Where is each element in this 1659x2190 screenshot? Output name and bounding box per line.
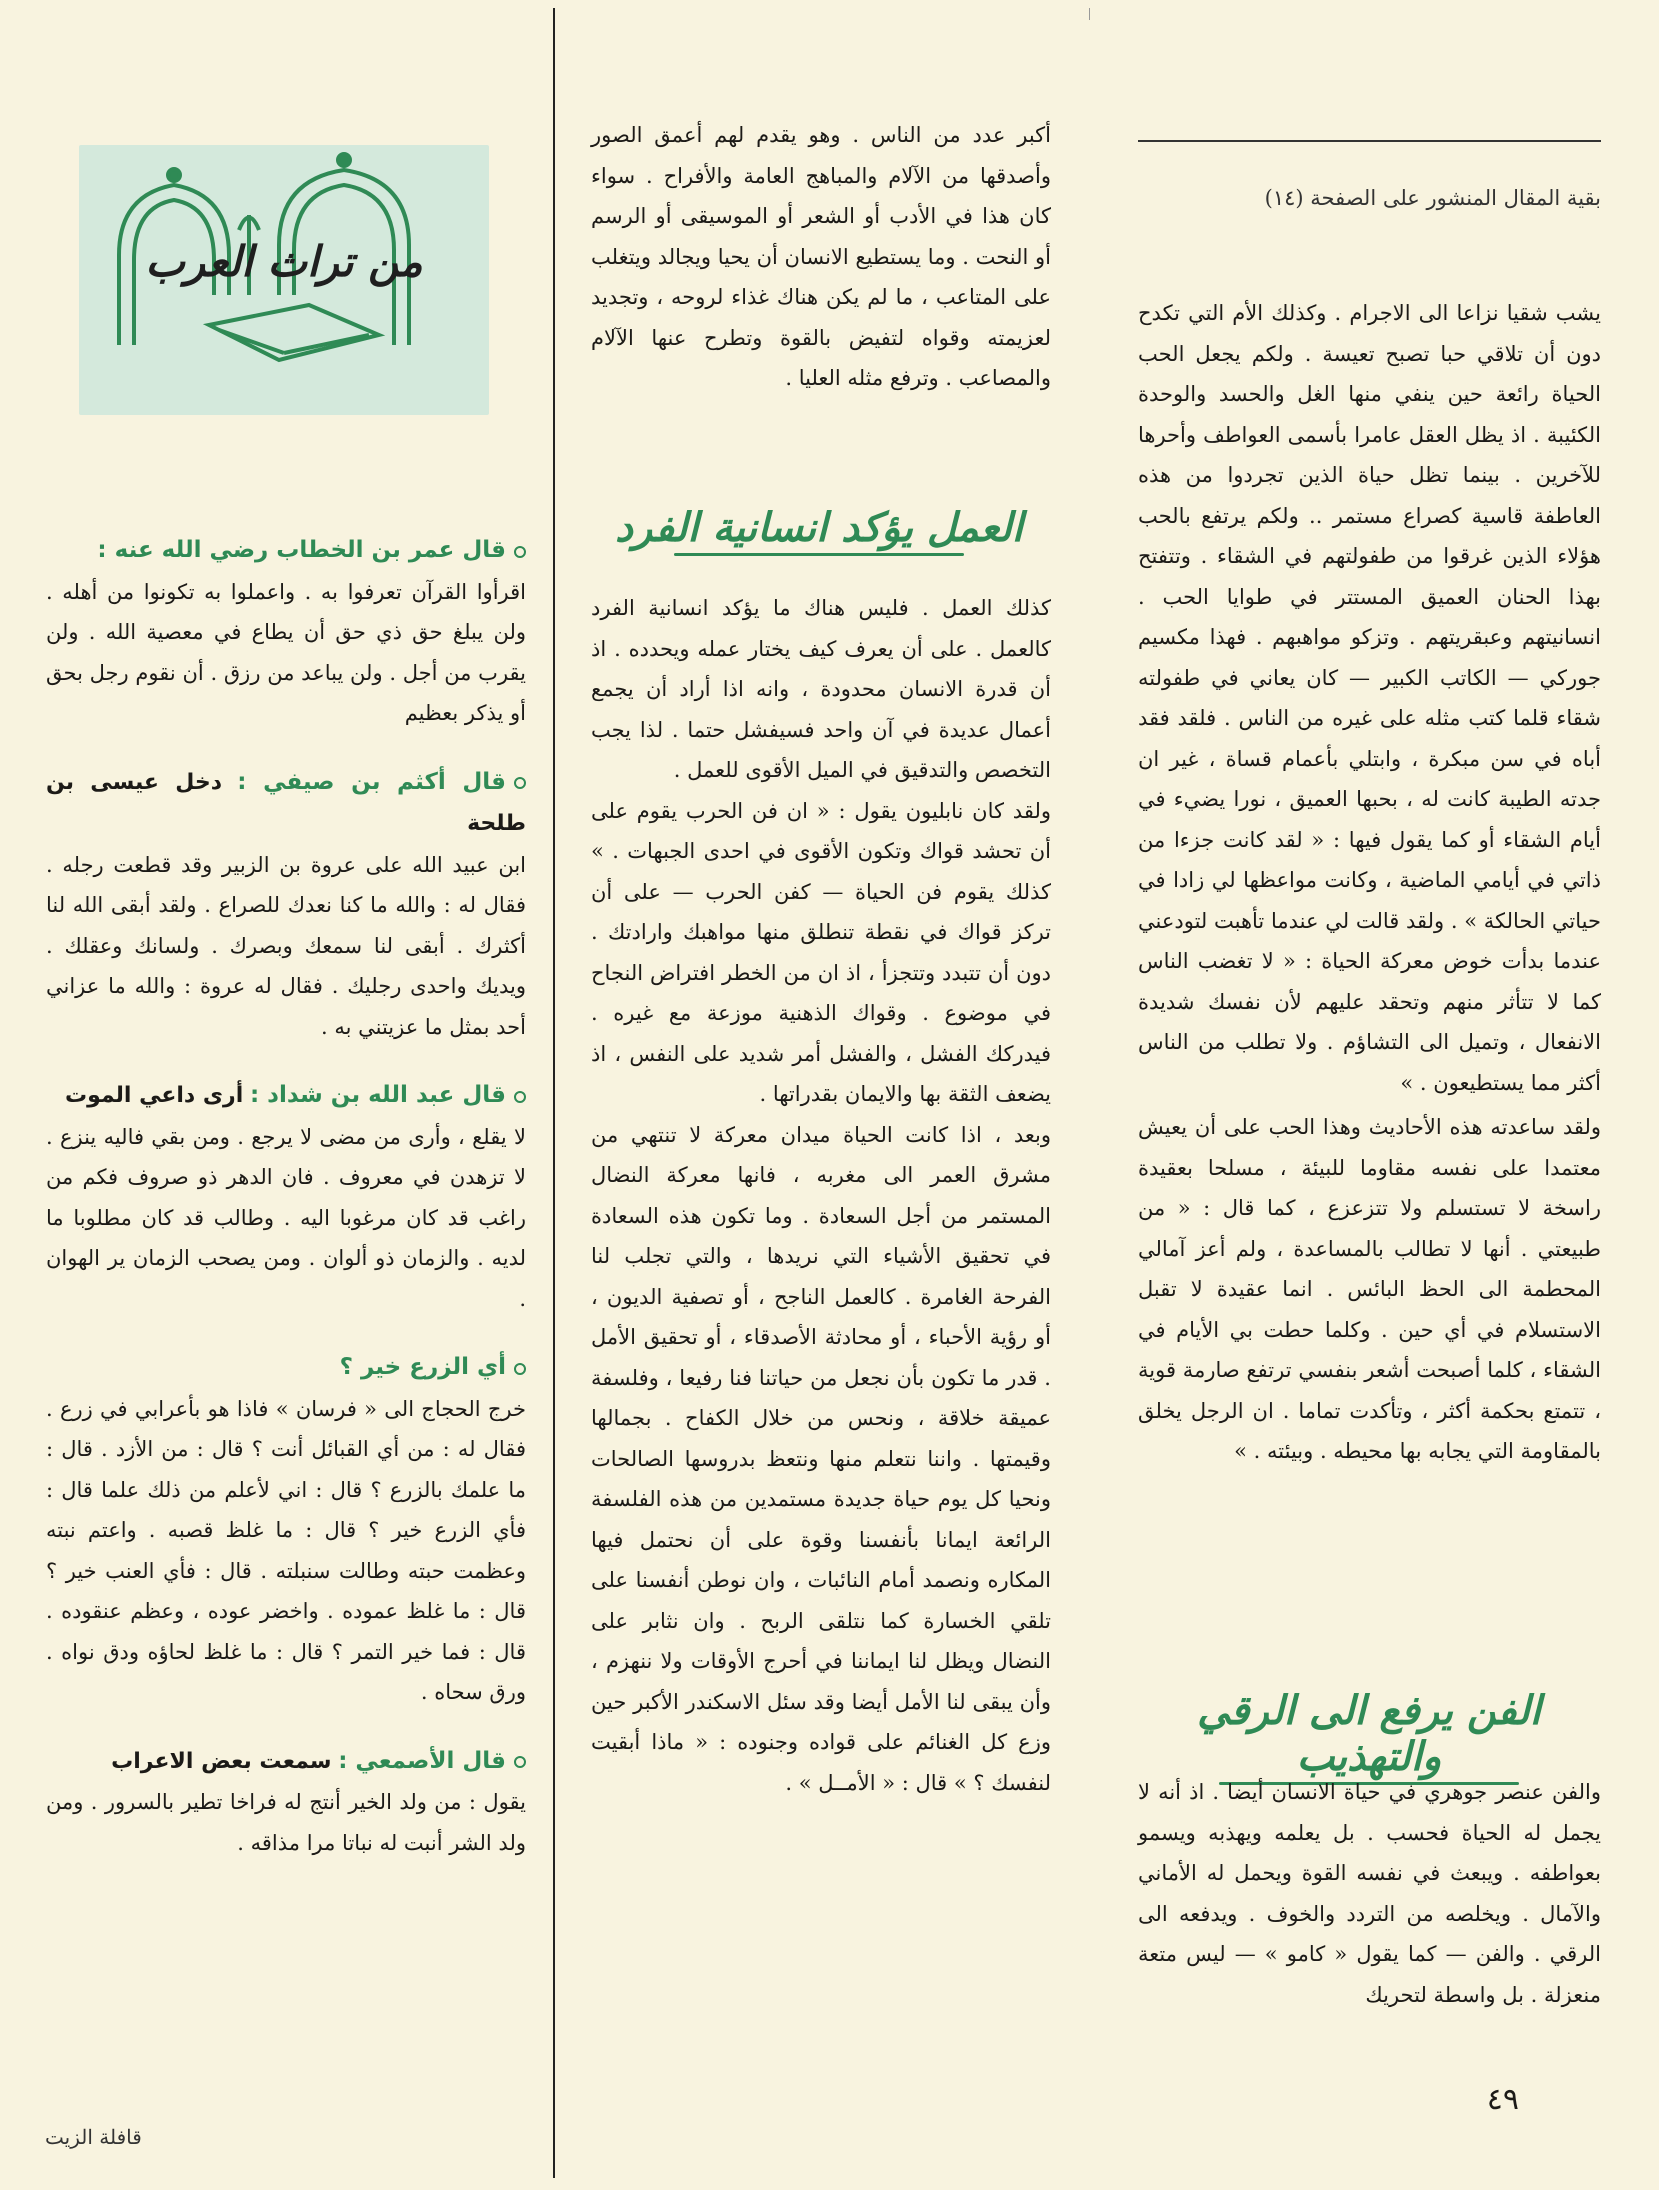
item-text: يقول : من ولد الخير أنتج له فراخا تطير بالسرور . ومن ولد الشر أنبت له نباتا مرا مذاقه . bbox=[46, 1790, 526, 1855]
item-title: قال أكثم بن صيفي : bbox=[237, 768, 506, 795]
item-text: لا يقلع ، وأرى من مضى لا يرجع . ومن بقي فاليه ينزع . لا تزهدن في معروف . فان الدهر ذو صروف فكم من راغب قد كان مرغوبا اليه . وطالب قد كان مطلوبا ما لديه . والزمان ذو ألوان . ومن يصحب الزمان ير الهوان . bbox=[46, 1124, 526, 1311]
page-number: ٤٩ bbox=[1486, 2082, 1519, 2117]
item-title: أي الزرع خير ؟ bbox=[339, 1354, 506, 1380]
paragraph: كذلك العمل . فليس هناك ما يؤكد انسانية الفرد كالعمل . على أن يعرف كيف يختار عمله ويحدده . اذ أن قدرة الانسان محدودة ، وانه اذا أراد أن يجمع أعمال عديدة في آن واحد فسيفشل حتما . لذا يجب التخصص والتدقيق في الميل الأقوى للعمل . bbox=[591, 596, 1051, 782]
section-heading-work: العمل يؤكد انسانية الفرد bbox=[609, 505, 1029, 556]
magazine-footer: قافلة الزيت bbox=[45, 2125, 142, 2149]
column-divider-right bbox=[1089, 8, 1090, 20]
item-title: قال الأصمعي : bbox=[338, 1747, 506, 1774]
heritage-item bbox=[46, 530, 526, 734]
logo-title: من تراث العرب bbox=[145, 237, 423, 286]
paragraph: يشب شقيا نزاعا الى الاجرام . وكذلك الأم التي تكدح دون أن تلاقي حبا تصبح تعيسة . ولكم يجعل الحب الحياة رائعة حين ينفي منها الغل والحسد والوحدة الكئيبة . اذ يظل العقل عامرا بأسمى العواطف وأحرها للآخرين . بينما تظل حياة الذين تجردوا من هذه العاطفة قاسية كصراع مستمر .. ولكم يرتفع بالحب هؤلاء الذين غرقوا من طفولتهم في الشقاء . وتتفتح بهذا الحنان العميق المستتر في طوايا الحب . انسانيتهم وعبقريتهم . وتزكو مواهبهم . فهذا مكسيم جوركي — الكاتب الكبير — كان يعاني في طفولته شقاء قلما كتب مثله على غيره من الناس . فلقد فقد أباه في سن مبكرة ، وابتلي بأعمام قساة ، غير ان جدته الطيبة كانت له ، بحبها العميق ، نورا يضيء في أيام الشقاء أو كما يقول فيها : « لقد كانت جزءا من ذاتي في أيامي الماضية ، وكانت مواعظها لي زادا في حياتي الحالكة » . ولقد قالت لي عندما تأهبت لتودعني عندما بدأت خوض معركة الحياة : « لا تغضب الناس كما لا تتأثر منهم وتحقد عليهم لأن نفسك شديدة الانفعال ، وتميل الى التشاؤم . ولا تطلب من الناس أكثر مما يستطيعون . » bbox=[1138, 301, 1601, 1095]
continuation-rule bbox=[1138, 140, 1601, 142]
continuation-note: بقية المقال المنشور على الصفحة (١٤) bbox=[1264, 186, 1601, 210]
column-divider-left bbox=[553, 8, 555, 2178]
right-column bbox=[1138, 293, 1601, 1472]
heritage-item bbox=[46, 1347, 526, 1713]
item-title: قال عمر بن الخطاب رضي الله عنه : bbox=[97, 537, 506, 563]
paragraph: وبعد ، اذا كانت الحياة ميدان معركة لا تنتهي من مشرق العمر الى مغربه ، فانها معركة النضال المستمر من أجل السعادة . وما تكون هذه السعادة في تحقيق الأشياء التي نريدها ، والتي تجلب لنا الفرحة الغامرة . كالعمل الناجح ، أو تصفية الديون ، أو رؤية الأحباء ، أو محادثة الأصدقاء ، أو تحقيق الأمل . قدر ما تكون بأن نجعل من حياتنا فنا رفيعا ، وفلسفة عميقة خلاقة ، ونحس من خلال الكفاح . بجمالها وقيمتها . واننا نتعلم منها ونتعظ بدروسها الصالحات ونحيا كل يوم حياة جديدة مستمدين من هذه الفلسفة الرائعة ايمانا بأنفسنا وقوة على أن نحتمل فيها المكاره ونصمد أمام النائبات ، وان نوطن أنفسنا على تلقي الخسارة كما نتلقى الربح . وان نثابر على النضال ويظل لنا ايماننا في أحرج الأوقات ولا ننهزم ، وأن يبقى لنا الأمل أيضا وقد سئل الاسكندر الأكبر حين وزع كل الغنائم على قواده وجنوده : « ماذا أبقيت لنفسك ؟ » قال : « الأمــل » . bbox=[591, 1122, 1052, 1795]
middle-column-intro bbox=[591, 115, 1051, 399]
bullet-icon bbox=[514, 777, 526, 789]
paragraph: والفن عنصر جوهري في حياة الانسان أيضا . اذ أنه لا يجمل له الحياة فحسب . بل يعلمه ويهذبه ويسمو بعواطفه . ويبعث في نفسه القوة ويحمل له الأماني والآمال . ويخلصه من التردد والخوف . ويدفعه الى الرقي . والفن — كما يقول « كامو » — ليس متعة منعزلة . بل واسطة لتحريك bbox=[1138, 1780, 1601, 2007]
heritage-item: قال عبد الله بن شداد : أرى داعي الموت لا يقلع ، وأرى من مضى لا يرجع . ومن بقي فاليه ينزع . لا تزهدن في معروف . فان الدهر ذو صروف فكم من راغب قد كان مرغوبا اليه . وطالب قد كان مطلوبا ما لديه . والزمان ذو ألوان . ومن يصحب الزمان ير الهوان . bbox=[46, 1075, 526, 1319]
right-column-bottom bbox=[1138, 1772, 1601, 2015]
paragraph: ولقد ساعدته هذه الأحاديث وهذا الحب على أن يعيش معتمدا على نفسه مقاوما للبيئة ، مسلحا بعقيدة راسخة لا تستسلم ولا تتزعزع ، كما قال : « من طبيعتي . أنها لا تطالب بالمساعدة ، ولم أعز آمالي المحطمة الى الحظ البائس . انما عقيدة لا تقبل الاستسلام في أي حين . وكلما حطت بي الأيام في الشقاء ، كلما أصبحت أشعر بنفسي ترتفع صارمة قوية ، تتمتع بحكمة أكثر ، وتأكدت تماما . ان الرجل يخلق بالمقاومة التي يجابه بها محيطه . وبيئته . » bbox=[1138, 1115, 1601, 1463]
paragraph: ولقد كان نابليون يقول : « ان فن الحرب يقوم على أن تحشد قواك وتكون الأقوى في احدى الجبهات . » كذلك يقوم فن الحياة — كفن الحرب — على أن تركز قواك في نقطة تنطلق منها مواهبك وارادتك . دون أن تتبدد وتتجزأ ، اذ ان من الخطر افتراض النجاح في موضوع . وقواك الذهنية موزعة مع غيره . فيدركك الفشل ، والفشل أمر شديد على النفس ، اذ يضعف الثقة بها والايمان بقدراتها . bbox=[591, 798, 1051, 1106]
middle-column-body bbox=[591, 588, 1051, 1803]
item-text: ابن عبيد الله على عروة بن الزبير وقد قطعت رجله . فقال له : والله ما كنا نعدك للصراع . ولقد أبقى الله لنا أكثرك . أبقى لنا سمعك وبصرك . ولسانك وعقلك . ويديك واحدى رجليك . فقال له عروة : والله ما عزاني أحد بمثل ما عزيتني به . bbox=[46, 852, 526, 1039]
heritage-item: قال الأصمعي : سمعت بعض الاعراب يقول : من ولد الخير أنتج له فراخا تطير بالسرور . ومن ولد الشر أنبت له نباتا مرا مذاقه . bbox=[46, 1741, 526, 1864]
bullet-icon bbox=[514, 1091, 526, 1103]
heritage-logo bbox=[79, 145, 489, 415]
item-title: قال عبد الله بن شداد : bbox=[249, 1082, 506, 1108]
bullet-icon bbox=[514, 1363, 526, 1375]
item-text: خرج الحجاج الى « فرسان » فاذا هو بأعرابي في زرع . فقال له : من أي القبائل أنت ؟ قال : من الأزد . قال : ما علمك بالزرع ؟ قال : اني لأعلم من ذلك علما قال : فأي الزرع خير ؟ قال : ما غلظ قصبه . واعتم نبته وعظمت حبته وطالت سنبلته . قال : فأي العنب خير ؟ قال : ما غلظ عموده . واخضر عوده ، وعظم عنقوده . قال : فما خير التمر ؟ قال : ما غلظ لحاؤه ودق نواه . ورق سحاه . bbox=[46, 1396, 526, 1704]
section-heading-art: الفن يرفع الى الرقي والتهذيب bbox=[1139, 1688, 1599, 1785]
item-text: اقرأوا القرآن تعرفوا به . واعملوا به تكونوا من أهله . ولن يبلغ حق ذي حق أن يطاع في معصية الله . ولن يقرب من أجل . ولن يباعد من رزق . أن نقوم رجل بحق أو يذكر بعظيم bbox=[46, 579, 526, 725]
left-column bbox=[46, 530, 526, 1863]
heritage-item: قال أكثم بن صيفي : دخل عيسى بن طلحة ابن عبيد الله على عروة بن الزبير وقد قطعت رجله . فقال له : والله ما كنا نعدك للصراع . ولقد أبقى الله لنا أكثرك . أبقى لنا سمعك وبصرك . ولسانك وعقلك . ويديك واحدى رجليك . فقال له عروة : والله ما عزاني أحد بمثل ما عزيتني به . bbox=[46, 762, 526, 1048]
paragraph: أكبر عدد من الناس . وهو يقدم لهم أعمق الصور وأصدقها من الآلام والمباهج العامة والأفراح . سواء كان هذا في الأدب أو الشعر أو الموسيقى أو الرسم أو النحت . وما يستطيع الانسان أن يحيا ويجالد ويتغلب على المتاعب ، ما لم يكن هناك غذاء لروحه ، وتجديد لعزيمته وقواه لتفيض بالقوة وتطرح عنها الآلام والمصاعب . وترفع مثله العليا . bbox=[591, 123, 1051, 390]
bullet-icon bbox=[514, 546, 526, 558]
bullet-icon bbox=[514, 1756, 526, 1768]
